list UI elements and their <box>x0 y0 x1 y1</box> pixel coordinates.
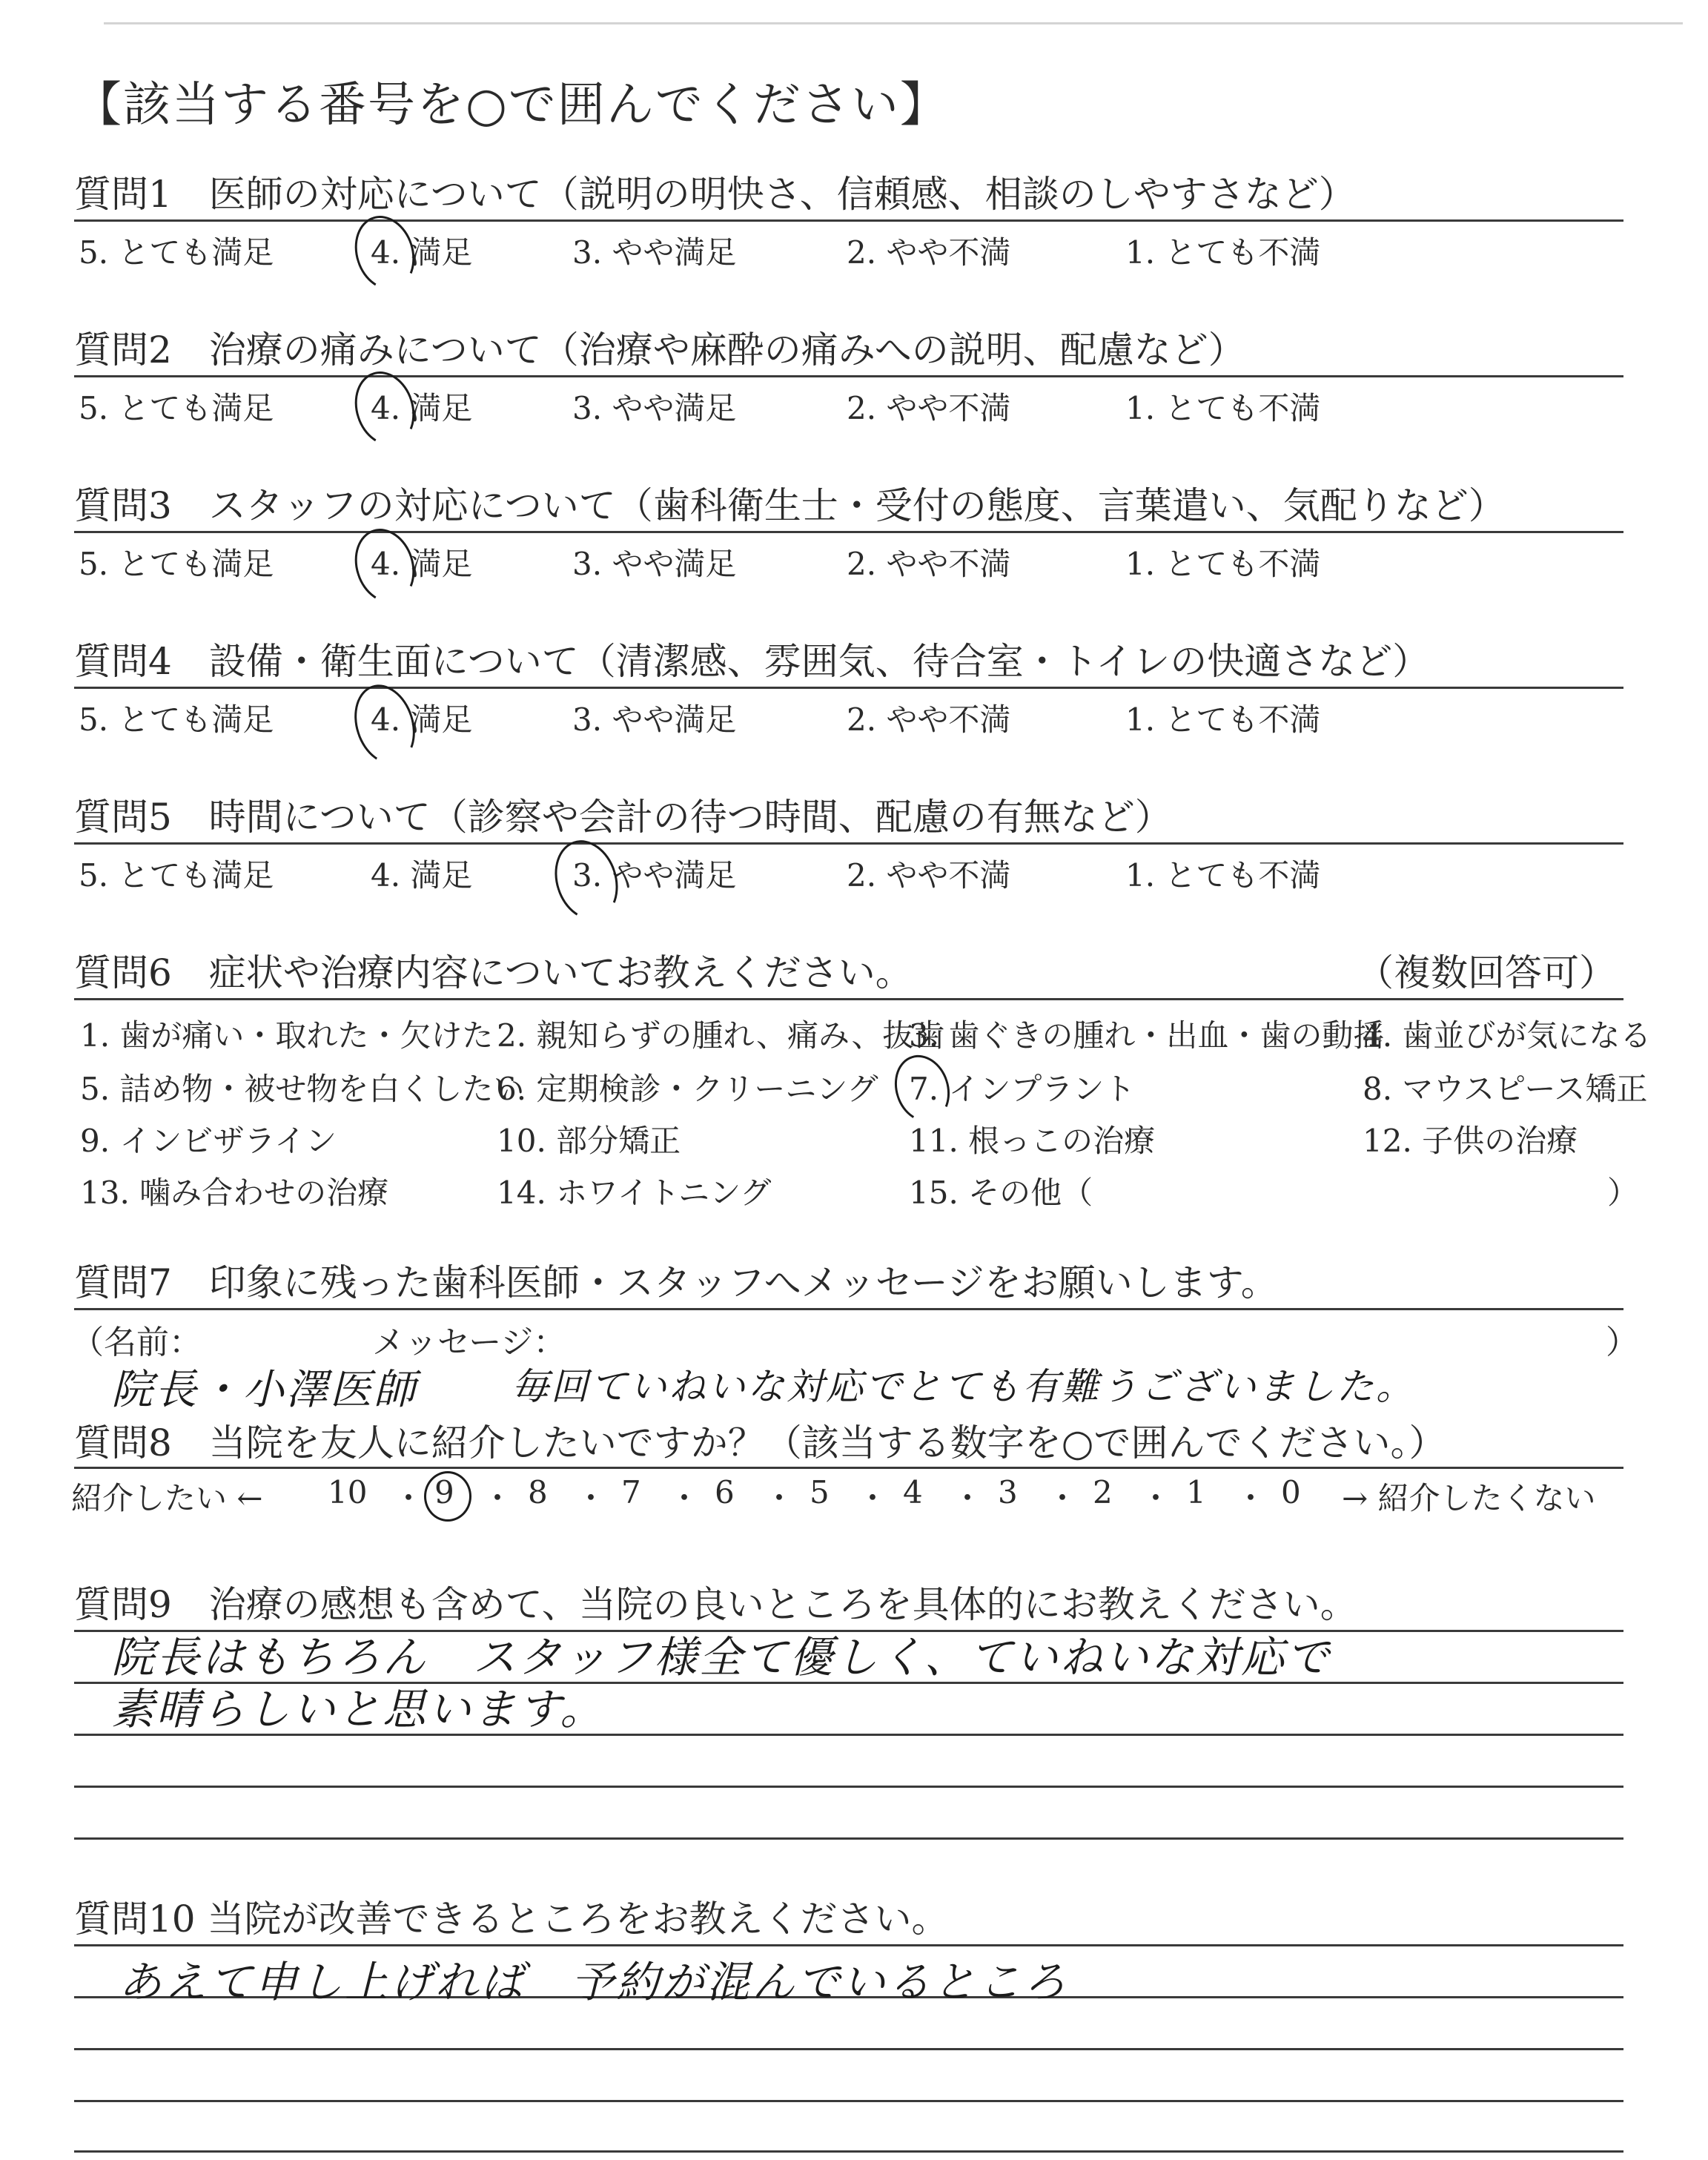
question-title: 質問6 症状や治療内容についてお教えください。 <box>74 951 913 994</box>
closing-paren: ） <box>1606 1324 1638 1361</box>
rule <box>74 2048 1623 2050</box>
scale-separator: ・ <box>952 1480 984 1516</box>
scale-value: 5 <box>810 1474 830 1510</box>
scale-separator: ・ <box>1047 1480 1079 1516</box>
symptom-item: 6. 定期検診・クリーニング <box>497 1071 878 1107</box>
selection-circle <box>345 521 424 610</box>
option-4: 4. 満足 <box>371 546 473 582</box>
scale-value: 3 <box>998 1474 1018 1510</box>
option-1: 1. とても不満 <box>1125 390 1321 426</box>
question-title: 質問5 時間について（診察や会計の待つ時間、配慮の有無など） <box>74 796 1172 839</box>
symptom-item: 9. インビザライン <box>80 1123 337 1159</box>
rule <box>74 1944 1623 1946</box>
selection-circle <box>545 832 628 928</box>
symptom-item: 2. 親知らずの腫れ、痛み、抜歯 <box>497 1017 945 1054</box>
option-3: 3. やや満足 <box>572 546 737 582</box>
question-title: 質問9 治療の感想も含めて、当院の良いところを具体的にお教えください。 <box>74 1583 1357 1626</box>
name-label: （名前： <box>71 1324 202 1361</box>
handwritten-answer-line: あえて申し上げれば 予約が混んでいるところ <box>119 1957 1069 2007</box>
rule <box>74 1467 1623 1469</box>
form-header: 【該当する番号を○で囲んでください】 <box>74 78 949 133</box>
scale-value: 10 <box>328 1474 368 1510</box>
option-2: 2. やや不満 <box>847 546 1011 582</box>
scale-separator: ・ <box>669 1480 701 1516</box>
option-1: 1. とても不満 <box>1125 546 1321 582</box>
option-4: 4. 満足 <box>371 701 473 738</box>
handwritten-name: 院長・小澤医師 <box>111 1366 417 1414</box>
closing-paren: ） <box>1607 1175 1639 1211</box>
rule <box>74 219 1623 222</box>
option-5: 5. とても満足 <box>79 701 274 738</box>
scale-separator: ・ <box>857 1480 889 1516</box>
question-title: 質問1 医師の対応について（説明の明快さ、信頼感、相談のしやすさなど） <box>74 173 1356 216</box>
handwritten-answer-line: 院長はもちろん スタッフ様全て優しく、ていねいな対応で <box>111 1632 1331 1682</box>
symptom-item: 8. マウスピース矯正 <box>1363 1071 1648 1107</box>
scale-value: 1 <box>1186 1474 1206 1510</box>
scale-value: 2 <box>1093 1474 1113 1510</box>
question-title: 質問8 当院を友人に紹介したいですか？（該当する数字を○で囲んでください。） <box>74 1421 1446 1464</box>
recommend-left-label: 紹介したい ← <box>71 1480 263 1516</box>
option-5: 5. とても満足 <box>79 390 274 426</box>
symptom-item: 5. 詰め物・被せ物を白くしたい <box>80 1071 525 1107</box>
scale-separator: ・ <box>482 1480 514 1516</box>
multiple-answer-note: （複数回答可） <box>1357 951 1616 994</box>
symptom-item: 12. 子供の治療 <box>1363 1123 1578 1159</box>
rule <box>74 1308 1623 1310</box>
option-4: 4. 満足 <box>371 857 473 894</box>
rule <box>74 1786 1623 1788</box>
option-2: 2. やや不満 <box>847 701 1011 738</box>
option-1: 1. とても不満 <box>1125 857 1321 894</box>
symptom-item: 13. 噛み合わせの治療 <box>80 1175 389 1211</box>
option-1: 1. とても不満 <box>1125 701 1321 738</box>
option-2: 2. やや不満 <box>847 234 1011 271</box>
rule <box>74 842 1623 845</box>
scale-value: 7 <box>621 1474 641 1510</box>
symptom-item: 7. インプラント <box>909 1071 1136 1107</box>
rule <box>74 2100 1623 2102</box>
scale-separator: ・ <box>1140 1480 1172 1516</box>
selection-circle <box>424 1471 471 1522</box>
message-label: メッセージ： <box>372 1324 566 1361</box>
symptom-item: 4. 歯並びが気になる <box>1363 1017 1652 1054</box>
handwritten-answer-line: 素晴らしいと思います。 <box>111 1684 606 1734</box>
option-4: 4. 満足 <box>371 234 473 271</box>
scale-value: 6 <box>715 1474 735 1510</box>
rule <box>74 1837 1623 1840</box>
symptom-item: 10. 部分矯正 <box>497 1123 681 1159</box>
selection-circle <box>345 677 425 773</box>
scale-separator: ・ <box>393 1480 425 1516</box>
recommend-right-label: → 紹介したくない <box>1342 1480 1596 1516</box>
rule <box>74 375 1623 377</box>
question-title: 質問10 当院が改善できるところをお教えください。 <box>74 1898 949 1941</box>
question-title: 質問3 スタッフの対応について（歯科衛生士・受付の態度、言葉遣い、気配りなど） <box>74 484 1506 527</box>
option-4: 4. 満足 <box>371 390 473 426</box>
option-2: 2. やや不満 <box>847 390 1011 426</box>
symptom-item: 11. 根っこの治療 <box>909 1123 1156 1159</box>
scale-value: 8 <box>528 1474 548 1510</box>
symptom-item: 15. その他（ <box>909 1175 1093 1211</box>
scale-value: 4 <box>903 1474 923 1510</box>
symptom-item: 14. ホワイトニング <box>497 1175 772 1211</box>
scale-separator: ・ <box>575 1480 607 1516</box>
question-title: 質問2 治療の痛みについて（治療や麻酔の痛みへの説明、配慮など） <box>74 328 1245 371</box>
rule <box>74 998 1623 1000</box>
rule <box>74 531 1623 533</box>
question-title: 質問7 印象に残った歯科医師・スタッフへメッセージをお願いします。 <box>74 1261 1278 1304</box>
handwritten-message: 毎回ていねいな対応でとても有難うございました。 <box>512 1365 1415 1408</box>
scale-separator: ・ <box>764 1480 795 1516</box>
symptom-item: 1. 歯が痛い・取れた・欠けた <box>80 1017 494 1054</box>
option-3: 3. やや満足 <box>572 390 737 426</box>
scale-value: 9 <box>434 1474 454 1510</box>
option-5: 5. とても満足 <box>79 234 274 271</box>
option-3: 3. やや満足 <box>572 701 737 738</box>
option-2: 2. やや不満 <box>847 857 1011 894</box>
option-5: 5. とても満足 <box>79 857 274 894</box>
option-3: 3. やや満足 <box>572 857 737 894</box>
symptom-item: 3. 歯ぐきの腫れ・出血・歯の動揺 <box>909 1017 1385 1054</box>
rule <box>74 687 1623 689</box>
rule <box>74 2150 1623 2153</box>
option-5: 5. とても満足 <box>79 546 274 582</box>
option-3: 3. やや満足 <box>572 234 737 271</box>
option-1: 1. とても不満 <box>1125 234 1321 271</box>
scale-separator: ・ <box>1235 1480 1267 1516</box>
question-title: 質問4 設備・衛生面について（清潔感、雰囲気、待合室・トイレの快適さなど） <box>74 640 1430 683</box>
top-border <box>104 22 1683 24</box>
scale-value: 0 <box>1281 1474 1301 1510</box>
